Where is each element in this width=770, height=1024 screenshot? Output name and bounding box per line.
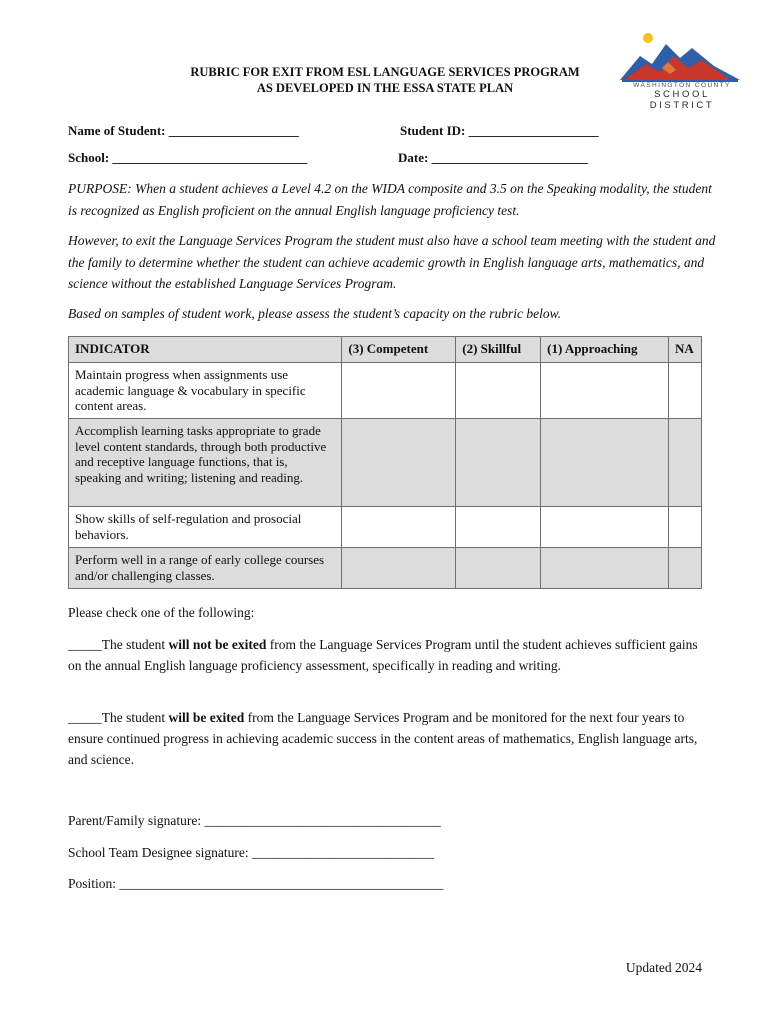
title-line-2: AS DEVELOPED IN THE ESSA STATE PLAN — [256, 81, 514, 95]
rubric-table — [68, 336, 702, 589]
option-exited-blank[interactable]: _____ — [68, 710, 102, 725]
option-not-exited: _____The student will not be exited from the Language Services Program until the student achieves sufficient gains on the annual English language proficiency assessment, specifically in reading and writing. — [68, 637, 698, 673]
date-field[interactable]: Date: ________________________ — [398, 150, 588, 165]
approaching-cell[interactable] — [541, 419, 669, 507]
position-field[interactable]: Position: ________________________________________________ — [68, 876, 444, 891]
header-approaching: (1) Approaching — [541, 337, 669, 363]
skillful-cell[interactable] — [456, 419, 541, 507]
designee-signature-field[interactable]: School Team Designee signature: ___________________________ — [68, 845, 435, 860]
skillful-cell[interactable] — [456, 363, 541, 419]
student-id-field[interactable]: Student ID: ____________________ — [400, 123, 599, 138]
header-indicator: INDICATOR — [69, 337, 342, 363]
instruction-paragraph: Based on samples of student work, please assess the student’s capacity on the rubric below. — [68, 306, 561, 321]
na-cell[interactable] — [668, 548, 701, 589]
skillful-cell[interactable] — [456, 548, 541, 589]
table-row — [69, 548, 702, 589]
approaching-cell[interactable] — [541, 363, 669, 419]
option-exited: _____The student will be exited from the Language Services Program and be monitored for the next four years to ensure continued progress in achieving academic success in the content areas of mathematics, English language arts, and science. — [68, 710, 698, 767]
competent-cell[interactable] — [342, 363, 456, 419]
purpose-paragraph: PURPOSE: When a student achieves a Level 4.2 on the WIDA composite and 3.5 on the Speaking modality, the student is recognized as English proficient on the annual English language proficiency test. — [68, 181, 712, 218]
table-row — [69, 363, 702, 419]
indicator-cell: Accomplish learning tasks appropriate to grade level content standards, through both productive and receptive language functions, that is, speaking and writing; listening and reading. — [69, 419, 342, 507]
logo-district-text: SCHOOL DISTRICT — [649, 89, 715, 111]
approaching-cell[interactable] — [541, 507, 669, 548]
indicator-cell: Maintain progress when assignments use academic language & vocabulary in specific content areas. — [69, 363, 342, 419]
header-competent: (3) Competent — [342, 337, 456, 363]
table-row — [69, 507, 702, 548]
check-intro: Please check one of the following: — [68, 605, 255, 620]
header-skillful: (2) Skillful — [456, 337, 541, 363]
na-cell[interactable] — [668, 363, 701, 419]
option-not-exited-blank[interactable]: _____ — [68, 637, 102, 652]
approaching-cell[interactable] — [541, 548, 669, 589]
skillful-cell[interactable] — [456, 507, 541, 548]
indicator-cell: Show skills of self-regulation and prosocial behaviors. — [69, 507, 342, 548]
header-na: NA — [668, 337, 701, 363]
school-field[interactable]: School: ______________________________ — [68, 150, 308, 165]
na-cell[interactable] — [668, 507, 701, 548]
table-row — [69, 419, 702, 507]
sun-icon — [643, 33, 653, 43]
rubric-header-row — [69, 337, 702, 363]
however-paragraph: However, to exit the Language Services Program the student must also have a school team meeting with the student and the family to determine whether the student can achieve academic growth in English language arts, mathematics, and science without the established Language Services Program. — [68, 233, 716, 291]
competent-cell[interactable] — [342, 548, 456, 589]
document-title — [100, 64, 670, 96]
parent-signature-field[interactable]: Parent/Family signature: ___________________________________ — [68, 813, 441, 828]
student-name-field[interactable]: Name of Student: ____________________ — [68, 123, 299, 138]
competent-cell[interactable] — [342, 419, 456, 507]
indicator-cell: Perform well in a range of early college courses and/or challenging classes. — [69, 548, 342, 589]
updated-date: Updated 2024 — [625, 960, 702, 975]
logo-county-text: WASHINGTON COUNTY — [633, 82, 731, 89]
title-line-1: RUBRIC FOR EXIT FROM ESL LANGUAGE SERVICES PROGRAM — [190, 65, 580, 79]
competent-cell[interactable] — [342, 507, 456, 548]
na-cell[interactable] — [668, 419, 701, 507]
